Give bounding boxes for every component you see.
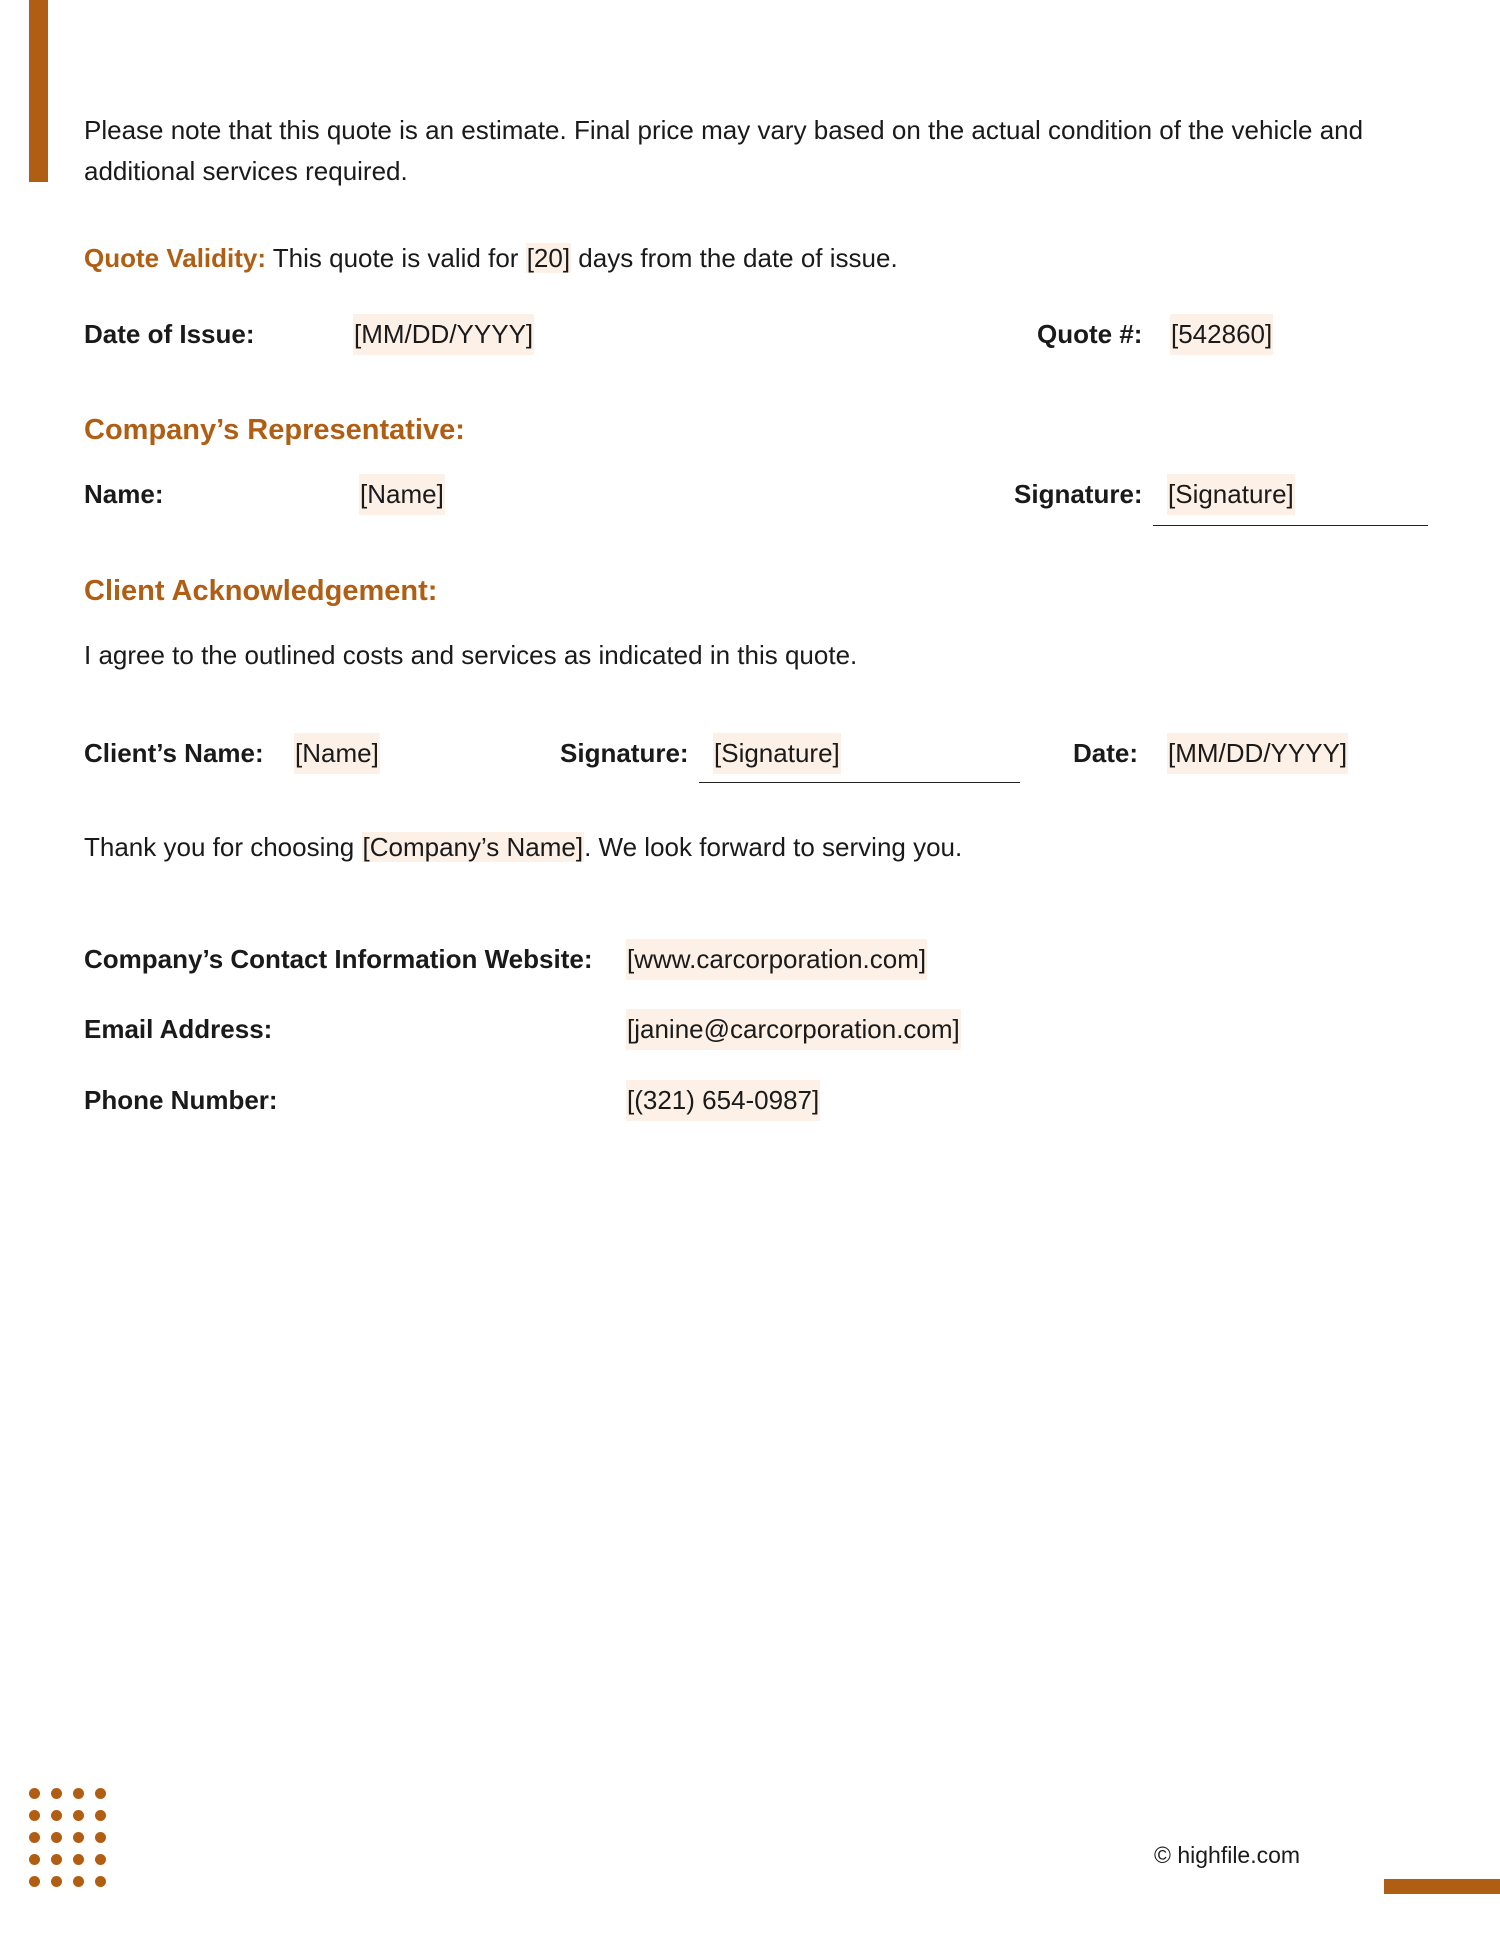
date-of-issue-label: Date of Issue: bbox=[84, 319, 255, 349]
dot bbox=[95, 1810, 106, 1821]
left-accent-bar bbox=[29, 0, 48, 182]
bottom-accent-bar bbox=[1384, 1879, 1500, 1894]
dot bbox=[51, 1810, 62, 1821]
client-agreement-statement: I agree to the outlined costs and services as indicated in this quote. bbox=[84, 640, 858, 670]
dot bbox=[51, 1788, 62, 1799]
dot bbox=[29, 1788, 40, 1799]
website-value[interactable]: [www.carcorporation.com] bbox=[626, 939, 927, 980]
dot bbox=[29, 1854, 40, 1865]
quote-number-value[interactable]: [542860] bbox=[1170, 314, 1273, 355]
website-label: Company’s Contact Information Website: bbox=[84, 944, 593, 974]
dot bbox=[73, 1854, 84, 1865]
dot bbox=[51, 1832, 62, 1843]
dot bbox=[73, 1832, 84, 1843]
client-date-label: Date: bbox=[1073, 738, 1139, 768]
quote-number-label: Quote #: bbox=[1037, 319, 1143, 349]
email-value[interactable]: [janine@carcorporation.com] bbox=[626, 1009, 961, 1050]
dot bbox=[51, 1854, 62, 1865]
phone-label: Phone Number: bbox=[84, 1085, 278, 1115]
dot bbox=[29, 1832, 40, 1843]
quote-validity-days[interactable]: [20] bbox=[526, 243, 571, 273]
company-representative-heading: Company’s Representative: bbox=[84, 414, 465, 446]
dot bbox=[95, 1854, 106, 1865]
dot bbox=[29, 1810, 40, 1821]
representative-signature-label: Signature: bbox=[1014, 479, 1143, 509]
representative-name-label: Name: bbox=[84, 479, 164, 509]
estimate-note-line-1: Please note that this quote is an estimate. Final price may vary based on the actual condition of the vehicle and bbox=[84, 115, 1364, 145]
dot bbox=[95, 1788, 106, 1799]
company-name-placeholder[interactable]: [Company’s Name] bbox=[362, 832, 584, 862]
copyright-footer: © highfile.com bbox=[1154, 1842, 1301, 1868]
decorative-dot-grid bbox=[29, 1788, 106, 1887]
client-signature-value[interactable]: [Signature] bbox=[713, 733, 841, 774]
quote-validity-text-after: days from the date of issue. bbox=[571, 243, 898, 273]
representative-signature-line bbox=[1153, 525, 1428, 526]
quote-validity bbox=[84, 238, 898, 279]
phone-value[interactable]: [(321) 654-0987] bbox=[626, 1080, 820, 1121]
date-of-issue-value[interactable]: [MM/DD/YYYY] bbox=[353, 314, 534, 355]
client-name-value[interactable]: [Name] bbox=[294, 733, 380, 774]
representative-signature-value[interactable]: [Signature] bbox=[1167, 474, 1295, 515]
quote-validity-label: Quote Validity: bbox=[84, 243, 267, 273]
quote-validity-text-before: This quote is valid for bbox=[266, 243, 526, 273]
dot bbox=[95, 1876, 106, 1887]
dot bbox=[73, 1876, 84, 1887]
dot bbox=[29, 1876, 40, 1887]
client-signature-label: Signature: bbox=[560, 738, 689, 768]
dot bbox=[51, 1876, 62, 1887]
client-acknowledgement-heading: Client Acknowledgement: bbox=[84, 575, 438, 607]
estimate-note bbox=[84, 110, 1464, 192]
thank-you-text-after: . We look forward to serving you. bbox=[584, 832, 963, 862]
dot bbox=[73, 1788, 84, 1799]
client-name-label: Client’s Name: bbox=[84, 738, 264, 768]
dot bbox=[73, 1810, 84, 1821]
estimate-note-line-2: additional services required. bbox=[84, 156, 408, 186]
client-date-value[interactable]: [MM/DD/YYYY] bbox=[1167, 733, 1348, 774]
client-signature-line bbox=[699, 782, 1020, 783]
email-label: Email Address: bbox=[84, 1014, 273, 1044]
thank-you-text-before: Thank you for choosing bbox=[84, 832, 362, 862]
dot bbox=[95, 1832, 106, 1843]
representative-name-value[interactable]: [Name] bbox=[359, 474, 445, 515]
thank-you-message bbox=[84, 827, 962, 868]
